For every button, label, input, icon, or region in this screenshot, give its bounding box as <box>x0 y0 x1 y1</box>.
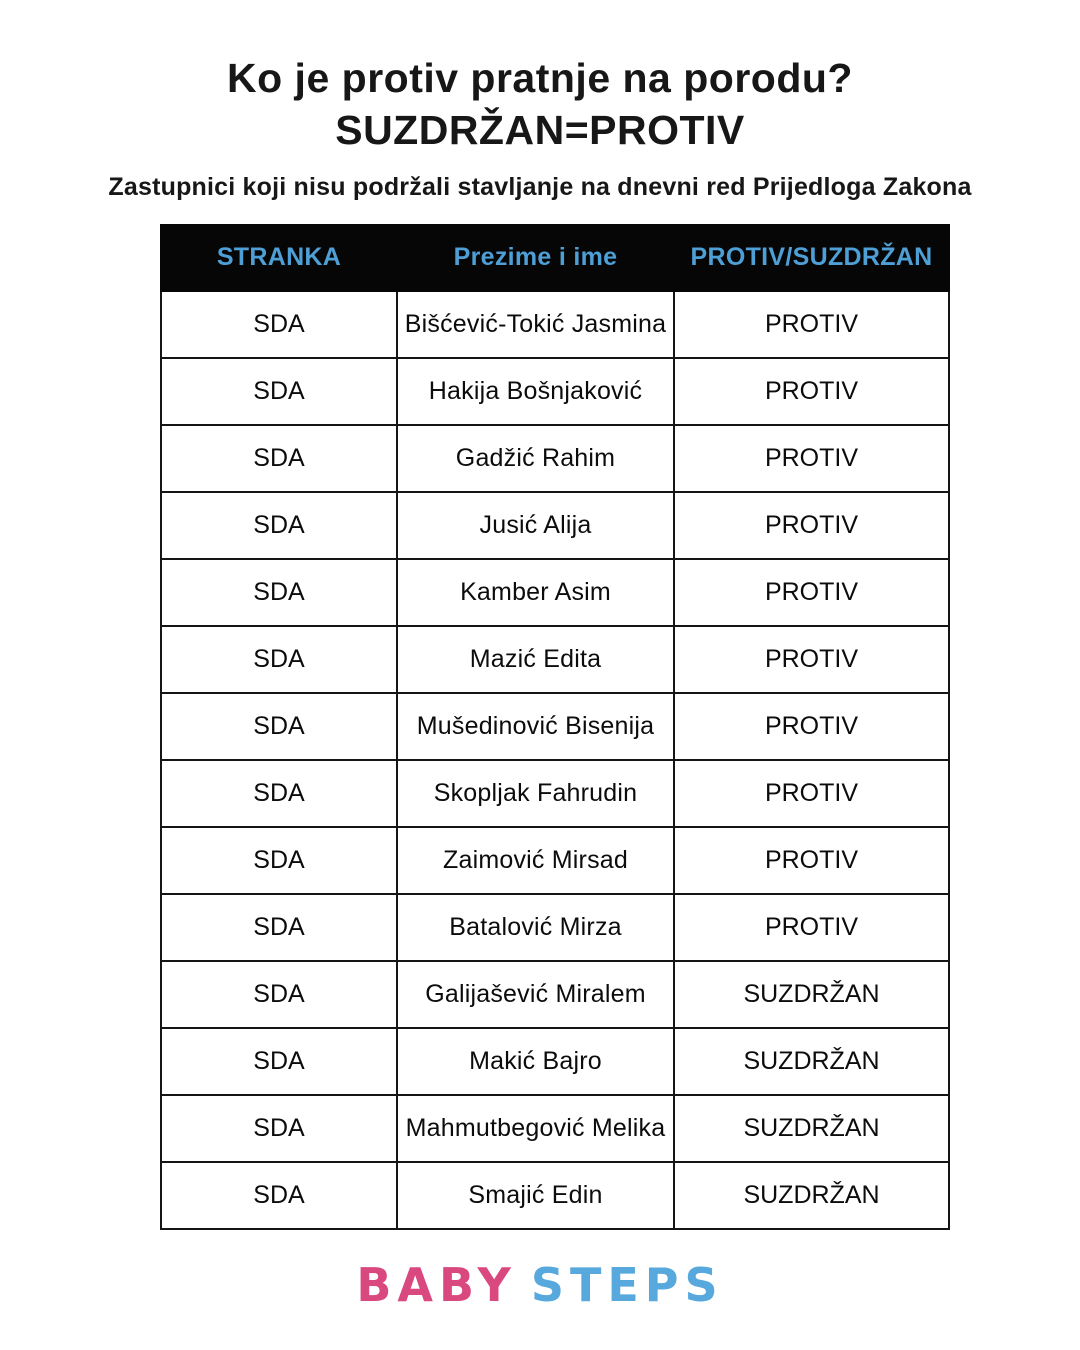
table-cell-name: Jusić Alija <box>397 492 674 559</box>
table-cell-name: Mahmutbegović Melika <box>397 1095 674 1162</box>
table-cell-vote: PROTIV <box>674 626 949 693</box>
table-body <box>161 291 949 1229</box>
title-line-1: Ko je protiv pratnje na porodu? <box>227 55 853 101</box>
footer-logo <box>0 1258 1080 1312</box>
logo-word-baby: BABY <box>356 1258 517 1312</box>
table-cell-party: SDA <box>161 291 397 358</box>
table-header-cell: STRANKA <box>161 225 397 291</box>
table-row <box>161 827 949 894</box>
table-cell-name: Kamber Asim <box>397 559 674 626</box>
table-row <box>161 894 949 961</box>
table-cell-name: Zaimović Mirsad <box>397 827 674 894</box>
table-cell-vote: PROTIV <box>674 425 949 492</box>
table-row <box>161 626 949 693</box>
table-cell-party: SDA <box>161 492 397 559</box>
table-header-cell: PROTIV/SUZDRŽAN <box>674 225 949 291</box>
table-cell-party: SDA <box>161 1028 397 1095</box>
table-cell-vote: PROTIV <box>674 492 949 559</box>
table-cell-vote: SUZDRŽAN <box>674 1162 949 1229</box>
table-cell-name: Makić Bajro <box>397 1028 674 1095</box>
table-cell-name: Mušedinović Bisenija <box>397 693 674 760</box>
page-title <box>0 0 1080 157</box>
table-cell-party: SDA <box>161 425 397 492</box>
table-cell-vote: PROTIV <box>674 358 949 425</box>
table-cell-vote: SUZDRŽAN <box>674 1095 949 1162</box>
table-cell-name: Hakija Bošnjaković <box>397 358 674 425</box>
table-cell-vote: PROTIV <box>674 894 949 961</box>
table-cell-party: SDA <box>161 693 397 760</box>
table-row <box>161 1028 949 1095</box>
table-cell-vote: PROTIV <box>674 827 949 894</box>
page-subtitle: Zastupnici koji nisu podržali stavljanje na dnevni red Prijedloga Zakona <box>108 172 972 201</box>
table-cell-name: Mazić Edita <box>397 626 674 693</box>
table-row <box>161 559 949 626</box>
table-cell-party: SDA <box>161 358 397 425</box>
table-cell-party: SDA <box>161 559 397 626</box>
table-row <box>161 760 949 827</box>
table-row <box>161 291 949 358</box>
table-cell-vote: SUZDRŽAN <box>674 1028 949 1095</box>
title-line-2: SUZDRŽAN=PROTIV <box>335 107 745 154</box>
table-cell-name: Smajić Edin <box>397 1162 674 1229</box>
table-cell-name: Skopljak Fahrudin <box>397 760 674 827</box>
logo-word-steps: STEPS <box>530 1258 724 1312</box>
table-cell-party: SDA <box>161 626 397 693</box>
table-cell-party: SDA <box>161 760 397 827</box>
table-cell-vote: PROTIV <box>674 559 949 626</box>
table-cell-party: SDA <box>161 1095 397 1162</box>
table-cell-party: SDA <box>161 894 397 961</box>
table-row <box>161 492 949 559</box>
table-cell-party: SDA <box>161 1162 397 1229</box>
table-header-cell: Prezime i ime <box>397 225 674 291</box>
votes-table <box>160 224 950 1230</box>
table-row <box>161 1095 949 1162</box>
table-row <box>161 961 949 1028</box>
table-cell-vote: SUZDRŽAN <box>674 961 949 1028</box>
table-row <box>161 1162 949 1229</box>
table-cell-party: SDA <box>161 961 397 1028</box>
table-row <box>161 358 949 425</box>
table-header-row <box>161 225 949 291</box>
table-cell-name: Batalović Mirza <box>397 894 674 961</box>
table-cell-name: Galijašević Miralem <box>397 961 674 1028</box>
table-cell-vote: PROTIV <box>674 693 949 760</box>
table-cell-vote: PROTIV <box>674 760 949 827</box>
table-cell-name: Bišćević-Tokić Jasmina <box>397 291 674 358</box>
table-cell-party: SDA <box>161 827 397 894</box>
table-cell-name: Gadžić Rahim <box>397 425 674 492</box>
table-row <box>161 425 949 492</box>
table-cell-vote: PROTIV <box>674 291 949 358</box>
table-row <box>161 693 949 760</box>
